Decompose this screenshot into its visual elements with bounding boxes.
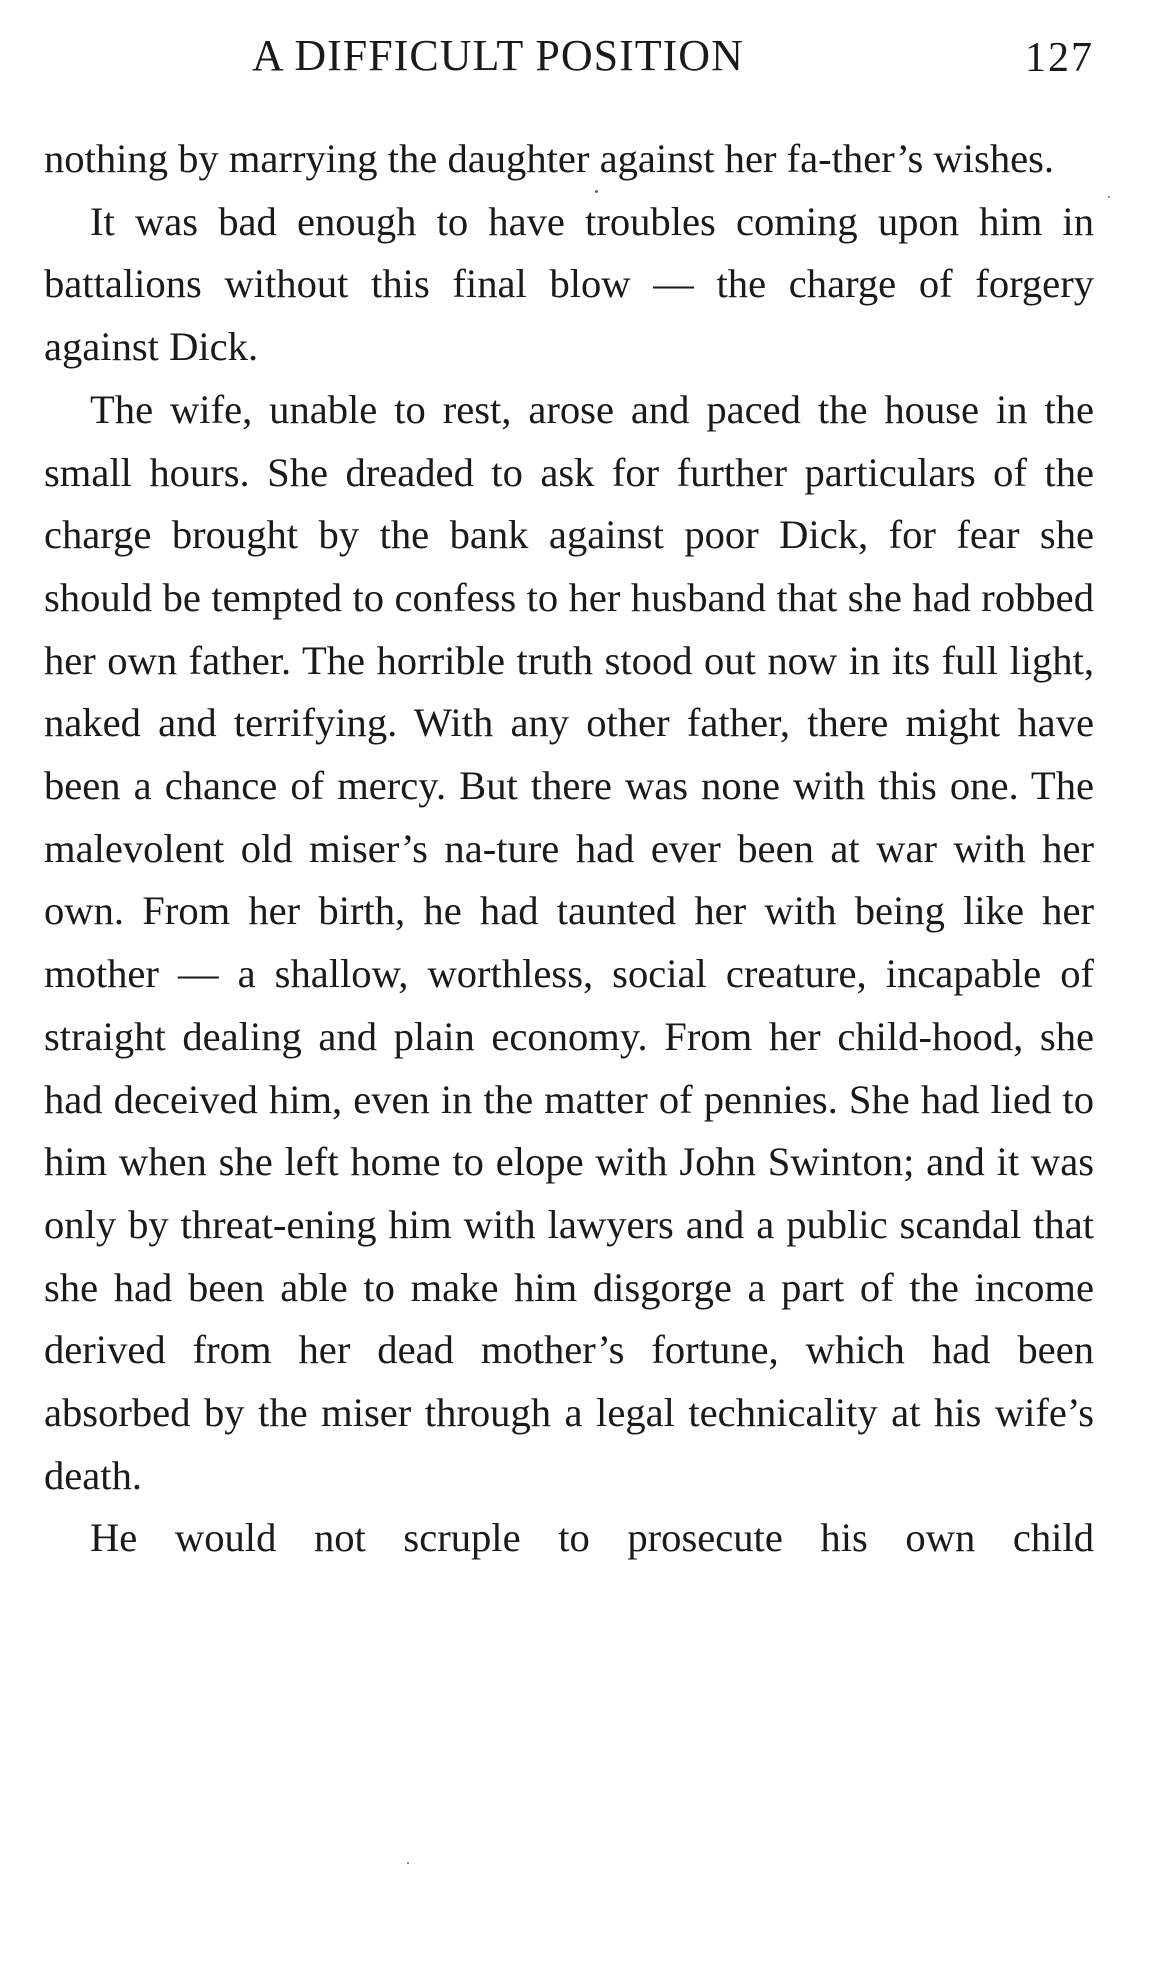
page-number: 127: [1025, 35, 1094, 81]
paragraph-continues: He would not scruple to prosecute his own child: [90, 1515, 1094, 1561]
running-title: A DIFFICULT POSITION: [252, 31, 744, 80]
print-speck: [407, 1862, 409, 1864]
paragraph: The wife, unable to rest, arose and paced the house in the small hours. She dreaded to ask for further particulars of the charge brought by the bank against poor Dick, for fear she should be tempted to confess to her husband that she had robbed her own father. The horrible truth stood out now in its full light, naked and terrifying. With any other father, there might have been a chance of mercy. But there was none with this one. The malevolent old miser’s na-ture had ever been at war with her own. From her birth, he had taunted her with being like her mother — a shallow, worthless, social creature, incapable of straight dealing and plain economy. From her child-hood, she had deceived him, even in the matter of pennies. She had lied to him when she left home to elope with John Swinton; and it was only by threat-ening him with lawyers and a public scandal that she had been able to make him disgorge a part of the income derived from her dead mother’s fortune, which had been absorbed by the miser through a legal technicality at his wife’s death.: [44, 386, 1094, 1498]
paragraph-continued: nothing by marrying the daughter against her fa-ther’s wishes.: [44, 136, 1055, 181]
paragraph: It was bad enough to have troubles coming upon him in battalions without this final blow — the charge of forgery against Dick.: [44, 198, 1094, 370]
print-speck: [1108, 196, 1110, 198]
running-head: [44, 30, 1094, 90]
print-speck: [595, 190, 598, 193]
body-text: [44, 128, 1094, 1570]
